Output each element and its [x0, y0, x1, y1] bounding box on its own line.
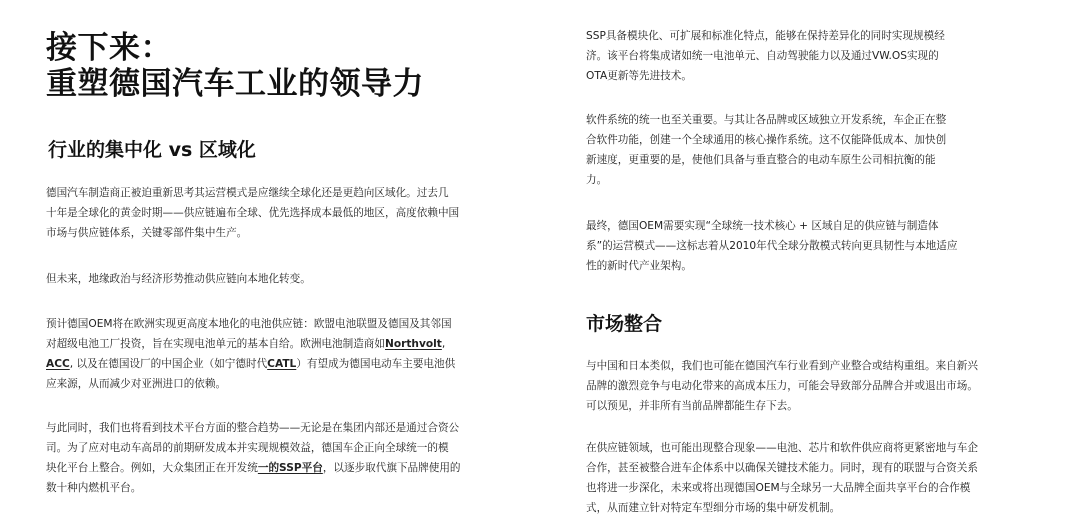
text-line: 但未来，地缘政治与经济形势推动供应链向本地化转变。: [46, 273, 311, 285]
text-segment: ）有望成为德国电动车主要电池供: [296, 358, 456, 370]
paragraph-industry-consolidation: [586, 356, 978, 416]
paragraph-ssp-features: [586, 26, 945, 86]
paragraph-localization: [46, 269, 311, 289]
text-line: SSP具备模块化、可扩展和标准化特点，能够在保持差异化的同时实现规模经: [586, 30, 945, 42]
paragraph-supply-chain-consolidation: [586, 438, 978, 518]
link-ssp-platform[interactable]: 一的SSP平台: [257, 462, 323, 474]
link-acc[interactable]: ACC: [46, 358, 70, 370]
text-line: 司。为了应对电动车高昂的前期研发成本并实现规模效益，德国车企正向全球统一的模: [46, 442, 449, 454]
text-line: [46, 458, 461, 478]
link-northvolt[interactable]: Northvolt: [385, 338, 442, 350]
main-title-line-1: 接下来：: [46, 30, 172, 66]
text-line: 数十种内燃机平台。: [46, 482, 142, 494]
text-line: 济。该平台将集成诸如统一电池单元、自动驾驶能力以及通过VW.OS实现的: [586, 50, 939, 62]
text-line: [46, 334, 455, 354]
text-segment: ,: [441, 338, 446, 350]
section-title-market-consolidation: 市场整合: [586, 313, 663, 335]
text-line: 式，从而建立针对特定车型细分市场的集中研发机制。: [586, 502, 841, 514]
link-catl[interactable]: CATL: [267, 358, 297, 370]
text-segment: ，以逐步取代旗下品牌使用的: [322, 462, 461, 474]
text-line: 市场与供应链体系，关键零部件集中生产。: [46, 227, 248, 239]
text-line: 可以预见，并非所有当前品牌都能生存下去。: [586, 400, 798, 412]
text-line: OTA更新等先进技术。: [586, 70, 692, 82]
text-line: 软件系统的统一也至关重要。与其让各品牌或区域独立开发系统，车企正在整: [586, 114, 947, 126]
paragraph-operating-model: [586, 216, 957, 276]
text-line: 德国汽车制造商正被迫重新思考其运营模式是应继续全球化还是更趋向区域化。过去几: [46, 187, 449, 199]
text-line: 也将进一步深化，未来或将出现德国OEM与全球另一大品牌全面共享平台的合作模: [586, 482, 971, 494]
text-line: 品牌的激烈竞争与电动化带来的高成本压力，可能会导致部分品牌合并或退出市场。: [586, 380, 978, 392]
paragraph-globalization: [46, 183, 459, 243]
text-line: 合软件功能，创建一个全球通用的核心操作系统。这不仅能降低成本、加快创: [586, 134, 947, 146]
text-line: 最终，德国OEM需要实现“全球统一技术核心 + 区域自足的供应链与制造体: [586, 220, 939, 232]
text-line: 系”的运营模式——这标志着从2010年代全球分散模式转向更具韧性与本地适应: [586, 240, 958, 252]
text-line: 新速度，更重要的是，使他们具备与垂直整合的电动车原生公司相抗衡的能: [586, 154, 936, 166]
section-title-centralization: 行业的集中化 vs 区域化: [48, 139, 256, 161]
text-line: 预计德国OEM将在欧洲实现更高度本地化的电池供应链：欧盟电池联盟及德国及其邻国: [46, 318, 452, 330]
text-segment: 对超级电池工厂投资，旨在实现电池单元的基本自给。欧洲电池制造商如: [46, 338, 385, 350]
text-line: 力。: [586, 174, 608, 186]
text-segment: 块化平台上整合。例如，大众集团正在开发统: [46, 462, 258, 474]
text-segment: , 以及在德国设厂的中国企业（如宁德时代: [69, 358, 268, 370]
text-line: 合作，甚至被整合进车企体系中以确保关键技术能力。同时，现有的联盟与合资关系: [586, 462, 978, 474]
text-line: 与中国和日本类似，我们也可能在德国汽车行业看到产业整合或结构重组。来自新兴: [586, 360, 978, 372]
text-line: 十年是全球化的黄金时期——供应链遍布全球、优先选择成本最低的地区，高度依赖中国: [46, 207, 460, 219]
main-title: [46, 30, 424, 102]
text-line: 在供应链领域，也可能出现整合现象——电池、芯片和软件供应商将更紧密地与车企: [586, 442, 978, 454]
text-line: 性的新时代产业架构。: [586, 260, 692, 272]
text-line: 与此同时，我们也将看到技术平台方面的整合趋势——无论是在集团内部还是通过合资公: [46, 422, 460, 434]
paragraph-platform-integration: [46, 418, 461, 498]
text-line: 应来源，从而减少对亚洲进口的依赖。: [46, 378, 227, 390]
paragraph-battery-supply: [46, 314, 455, 394]
paragraph-software-unification: [586, 110, 946, 190]
main-title-line-2: 重塑德国汽车工业的领导力: [46, 66, 424, 102]
text-line: [46, 354, 455, 374]
